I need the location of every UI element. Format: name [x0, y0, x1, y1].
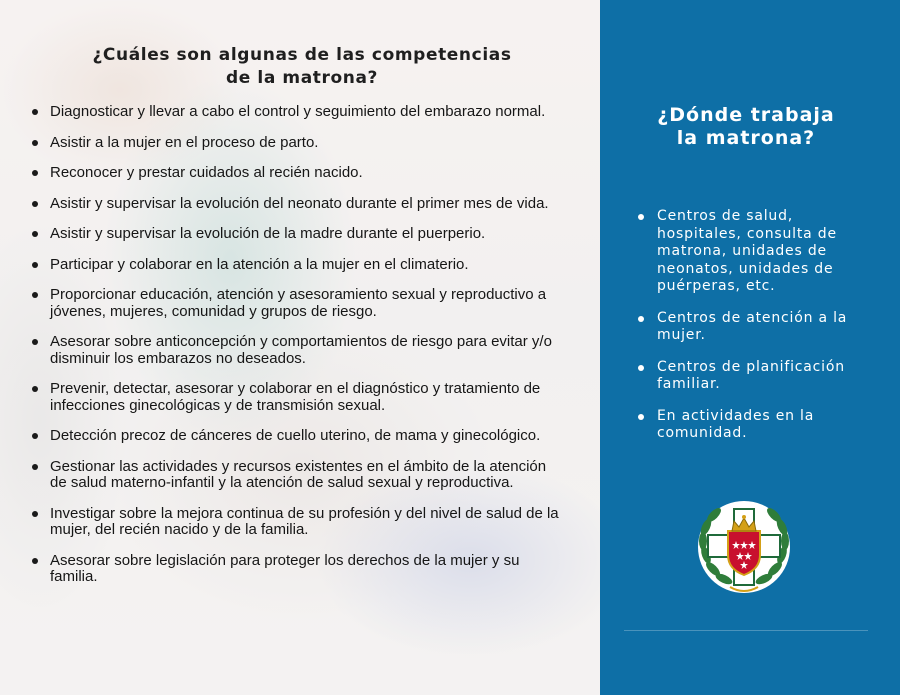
workplace-text: Centros de atención a la mujer.	[657, 309, 848, 343]
divider	[624, 630, 868, 631]
competency-item	[32, 459, 562, 492]
competency-text: Participar y colaborar en la atención a la mujer en el climaterio.	[50, 255, 469, 273]
bullet-icon	[32, 170, 38, 176]
competencies-heading	[82, 44, 522, 90]
bullet-icon	[638, 365, 644, 371]
heading-line-2: de la matrona?	[225, 68, 379, 88]
competency-text: Asesorar sobre anticoncepción y comportamientos de riesgo para evitar y/o disminuir los embarazos no deseados.	[50, 333, 552, 367]
bullet-icon	[32, 140, 38, 146]
competency-item	[32, 428, 562, 445]
workplace-text: Centros de planificación familiar.	[657, 358, 845, 392]
workplace-item	[638, 408, 878, 443]
competency-text: Asistir a la mujer en el proceso de parto.	[50, 133, 319, 151]
bullet-icon	[32, 201, 38, 207]
workplaces-list	[638, 208, 878, 457]
competency-text: Gestionar las actividades y recursos existentes en el ámbito de la atención de salud materno-infantil y la atención de salud sexual y reproductiva.	[50, 457, 547, 491]
competency-item	[32, 226, 562, 243]
competency-text: Investigar sobre la mejora continua de su profesión y del nivel de salud de la mujer, del recién nacido y de la familia.	[50, 504, 559, 538]
bullet-icon	[32, 464, 38, 470]
workplace-item	[638, 208, 878, 296]
workplace-text: En actividades en la comunidad.	[657, 407, 815, 441]
bullet-icon	[32, 262, 38, 268]
competency-item	[32, 381, 562, 414]
title-line-1: ¿Dónde trabaja	[657, 104, 835, 126]
bullet-icon	[32, 433, 38, 439]
bullet-icon	[638, 414, 644, 420]
competency-item	[32, 334, 562, 367]
competency-text: Asesorar sobre legislación para proteger los derechos de la mujer y su familia.	[50, 551, 520, 585]
competencies-list	[32, 104, 562, 600]
bullet-icon	[32, 386, 38, 392]
bullet-icon	[32, 558, 38, 564]
competency-item	[32, 287, 562, 320]
competency-text: Diagnosticar y llevar a cabo el control y seguimiento del embarazo normal.	[50, 103, 546, 120]
competency-text: Detección precoz de cánceres de cuello uterino, de mama y ginecológico.	[50, 427, 541, 444]
competency-text: Asistir y supervisar la evolución del neonato durante el primer mes de vida.	[50, 194, 549, 212]
competency-item	[32, 165, 562, 182]
competency-item	[32, 257, 562, 274]
workplaces-title	[600, 104, 892, 150]
competency-text: Prevenir, detectar, asesorar y colaborar en el diagnóstico y tratamiento de infecciones ginecológicas y de transmisión sexual.	[50, 380, 541, 414]
workplace-item	[638, 359, 878, 394]
bullet-icon	[32, 231, 38, 237]
competency-text: Proporcionar educación, atención y asesoramiento sexual y reproductivo a jóvenes, mujeres, comunidad y grupos de riesgo.	[50, 286, 547, 320]
bullet-icon	[32, 339, 38, 345]
title-line-2: la matrona?	[676, 127, 816, 149]
laurel-wreath-crest-icon	[692, 497, 796, 601]
workplaces-panel	[600, 0, 900, 695]
bullet-icon	[32, 511, 38, 517]
competency-item	[32, 506, 562, 539]
bullet-icon	[32, 292, 38, 298]
competency-item	[32, 104, 562, 121]
workplace-text: Centros de salud, hospitales, consulta de matrona, unidades de neonatos, unidades de puérperas, etc.	[657, 208, 837, 294]
heading-line-1: ¿Cuáles son algunas de las competencias	[92, 45, 512, 65]
competency-item	[32, 553, 562, 586]
bullet-icon	[638, 316, 644, 322]
competency-item	[32, 135, 562, 152]
competency-item	[32, 196, 562, 213]
competency-text: Asistir y supervisar la evolución de la madre durante el puerperio.	[50, 225, 486, 242]
bullet-icon	[638, 214, 644, 220]
workplace-item	[638, 310, 878, 345]
competency-text: Reconocer y prestar cuidados al recién nacido.	[50, 164, 363, 181]
bullet-icon	[32, 109, 38, 115]
